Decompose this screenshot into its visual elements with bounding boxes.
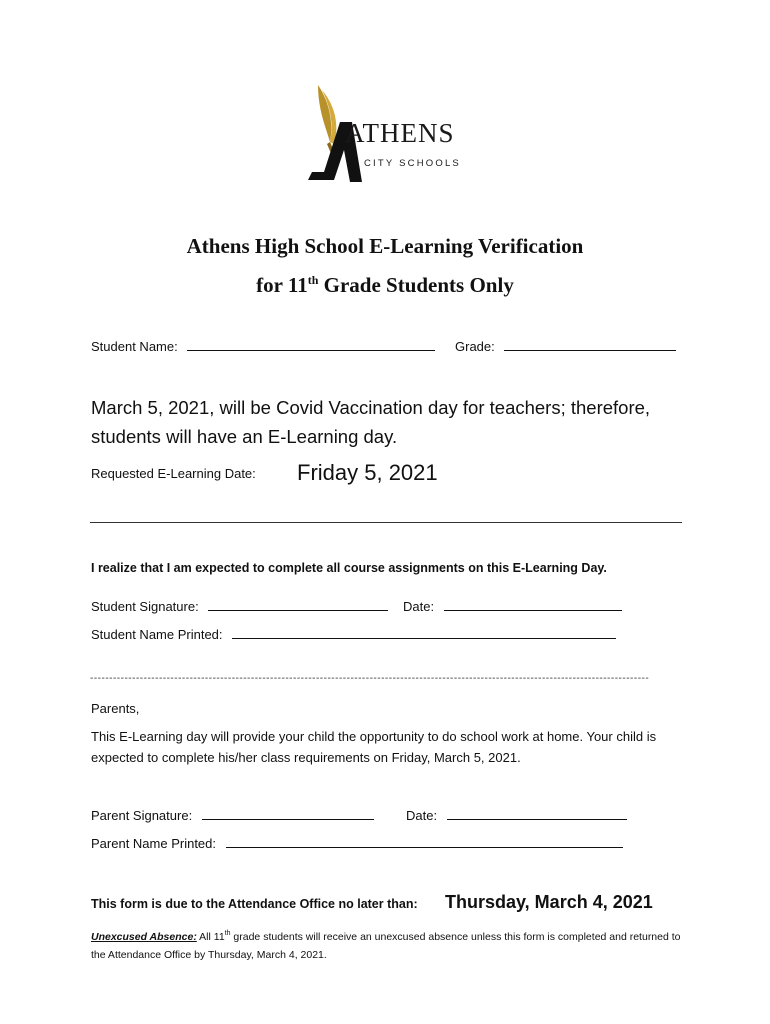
- grade-row: [455, 338, 676, 354]
- acknowledgement-statement: I realize that I am expected to complete all course assignments on this E-Learning Day.: [91, 561, 607, 575]
- student-name-printed-label: Student Name Printed:: [91, 627, 223, 642]
- student-signature-label: Student Signature:: [91, 599, 199, 614]
- student-date-field[interactable]: [444, 598, 622, 611]
- due-label: This form is due to the Attendance Office no later than:: [91, 897, 418, 911]
- page-title: Athens High School E-Learning Verification: [186, 234, 584, 258]
- logo-subtitle: CITY SCHOOLS: [364, 158, 461, 169]
- parent-signature-field[interactable]: [202, 807, 374, 820]
- parent-name-printed-field[interactable]: [226, 835, 623, 848]
- cut-line: --------------------------------------------------------------------------------------------------------------------------------------------------: [90, 673, 650, 684]
- parent-date-label: Date:: [406, 808, 438, 823]
- student-name-field[interactable]: [187, 338, 435, 351]
- requested-date-value: Friday 5, 2021: [297, 460, 438, 485]
- requested-date-label: Requested E-Learning Date:: [91, 466, 256, 481]
- student-signature-row: [91, 598, 388, 614]
- divider-line: [90, 522, 682, 523]
- parent-name-printed-row: [91, 835, 623, 851]
- parents-message: This E-Learning day will provide your child the opportunity to do school work at home. Your child is expected to complete his/her class requirements on Friday, March 5, 2021.: [91, 729, 657, 765]
- grade-field[interactable]: [504, 338, 676, 351]
- due-date: Thursday, March 4, 2021: [445, 892, 653, 912]
- parent-signature-label: Parent Signature:: [91, 808, 193, 823]
- grade-label: Grade:: [455, 339, 495, 354]
- student-name-printed-row: [91, 626, 616, 642]
- parent-date-field[interactable]: [447, 807, 627, 820]
- parents-greeting: Parents,: [91, 701, 140, 716]
- vaccination-notice: March 5, 2021, will be Covid Vaccination day for teachers; therefore, students will have an E-Learning day.: [91, 397, 651, 447]
- student-name-printed-field[interactable]: [232, 626, 616, 639]
- student-date-label: Date:: [403, 599, 435, 614]
- student-date-row: [403, 598, 622, 614]
- student-name-row: [91, 338, 435, 354]
- unexcused-absence-label: Unexcused Absence:: [91, 931, 197, 943]
- parent-name-printed-label: Parent Name Printed:: [91, 836, 217, 851]
- logo-wordmark: ATHENS: [345, 118, 455, 148]
- student-name-label: Student Name:: [91, 339, 178, 354]
- parent-signature-row: [91, 807, 374, 823]
- parent-date-row: [406, 807, 627, 823]
- student-signature-field[interactable]: [208, 598, 388, 611]
- unexcused-absence-note: Unexcused Absence: All 11th grade students will receive an unexcused absence unless this form is completed and returned to the Attendance Office by Thursday, March 4, 2021.: [91, 930, 681, 961]
- page-subtitle: for 11th Grade Students Only: [256, 273, 514, 297]
